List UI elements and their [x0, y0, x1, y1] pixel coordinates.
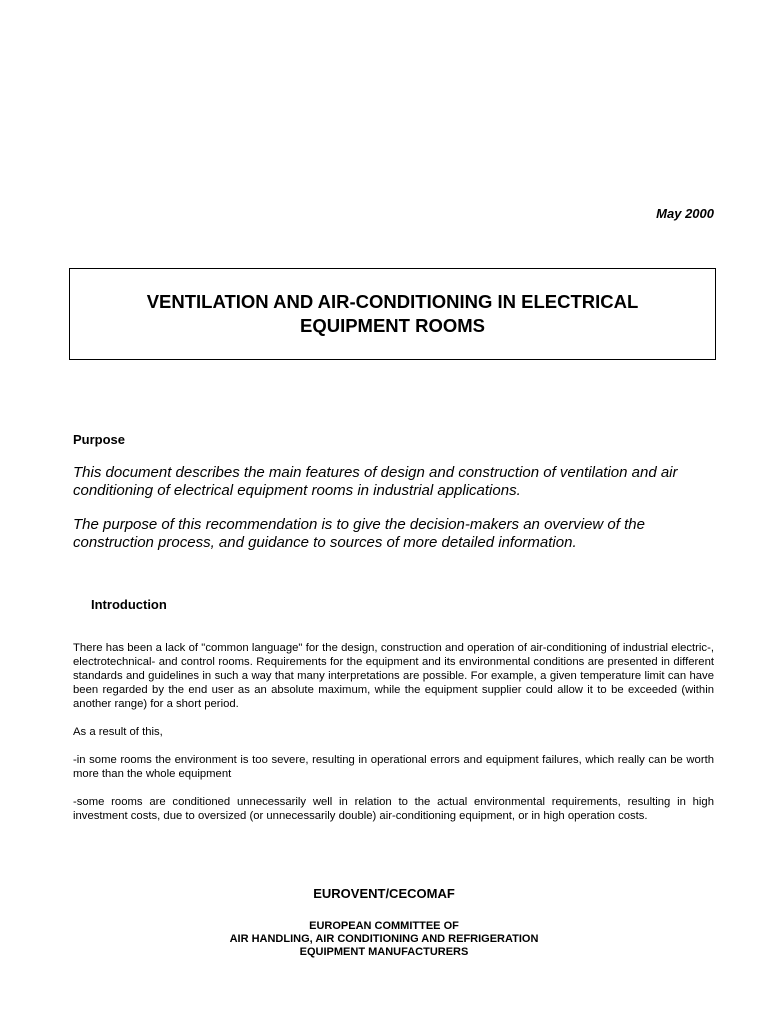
purpose-paragraph-2: The purpose of this recommendation is to give the decision-makers an overview of the construction process, and guidance to sources of more detailed information.	[73, 516, 645, 551]
organization-name: EUROVENT/CECOMAF	[313, 886, 455, 901]
introduction-paragraph-4: -some rooms are conditioned unnecessarily well in relation to the actual environmental requirements, resulting in high investment costs, due to oversized (or unnecessarily double) air-conditioning equipment, or in high operation costs.	[73, 796, 714, 822]
committee-line-3: EQUIPMENT MANUFACTURERS	[299, 946, 469, 958]
introduction-heading: Introduction	[91, 597, 167, 612]
introduction-paragraph-2: As a result of this,	[73, 726, 163, 738]
committee-line-2: AIR HANDLING, AIR CONDITIONING AND REFRIGERATION	[229, 933, 539, 945]
introduction-paragraph-3: -in some rooms the environment is too severe, resulting in operational errors and equipment failures, which really can be worth more than the whole equipment	[73, 754, 714, 780]
purpose-paragraph-1: This document describes the main features of design and construction of ventilation and air conditioning of electrical equipment rooms in industrial applications.	[73, 464, 678, 499]
title-line-2: EQUIPMENT ROOMS	[299, 315, 485, 336]
document-title	[147, 290, 639, 338]
introduction-paragraph-1: There has been a lack of "common language" for the design, construction and operation of air-conditioning of industrial electric-, electrotechnical- and control rooms. Requirements for the equipment and its environmental conditions are presented in different standards and guidelines in such a way that many interpretations are possible. For example, a given temperature limit can have been regarded by the end user as an absolute maximum, while the equipment supplier could allow it to be exceeded (within another range) for a short period.	[73, 642, 714, 710]
committee-line-1: EUROPEAN COMMITTEE OF	[309, 920, 459, 932]
purpose-heading: Purpose	[73, 432, 126, 447]
document-date: May 2000	[656, 206, 714, 221]
committee-name	[0, 920, 768, 959]
title-box	[69, 268, 716, 360]
title-line-1: VENTILATION AND AIR-CONDITIONING IN ELECTRICAL	[146, 291, 639, 312]
